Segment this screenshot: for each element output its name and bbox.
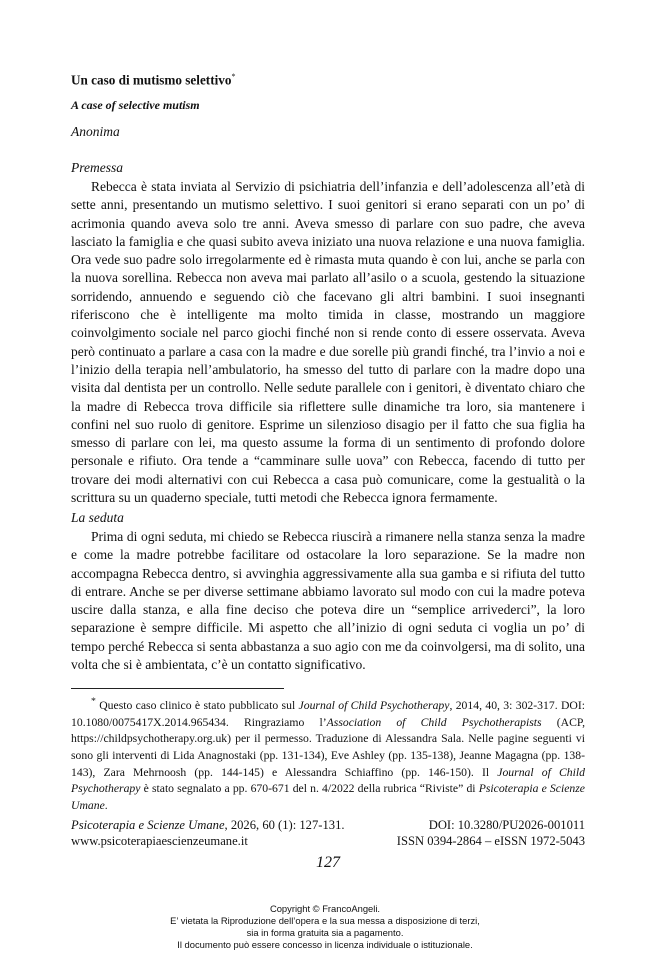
page-number: 127 — [316, 854, 340, 871]
article-title-text: Un caso di mutismo selettivo — [71, 72, 232, 88]
section-body-seduta: Prima di ogni seduta, mi chiedo se Rebecca riuscirà a rimanere nella stanza senza la madre e come la madre potrebbe facilitare od ostacolare la loro separazione. Se la madre non accompagna Rebecca dentro, si avvinghia aggressivamente alla sua gamba e si rifiuta del tutto di entrare. Anche se per diverse settimane abbiamo lavorato sul modo con cui la madre poteva uscire dalla stanza, e alla fine deciso che poteva dire un “semplice arrivederci”, la loro separazione è sempre difficile. Mi aspetto che all’inizio di ogni seduta ci voglia un po’ di tempo perché Rebecca si senta abbastanza a suo agio con me da coinvolgersi, ma di solito, una volta che si è ambientata, c’è un contatto significativo. — [71, 529, 585, 673]
copyright-line-4: Il documento può essere concesso in licenza individuale o istituzionale. — [177, 939, 473, 950]
copyright-notice — [0, 903, 650, 951]
footnote-text-2: , 2014, 40, 3: 302-317. DOI: 10.1080/0075417X.2014.965434. Ringraziamo l’ — [71, 698, 585, 729]
article-title — [71, 72, 235, 88]
footnote-divider — [71, 688, 284, 689]
footnote-text-1: Questo caso clinico è stato pubblicato sul — [95, 698, 299, 712]
article-author: Anonima — [71, 124, 120, 139]
copyright-line-2: E’ vietata la Riproduzione dell’opera e la sua messa a disposizione di terzi, — [170, 915, 480, 926]
article-subtitle: A case of selective mutism — [71, 98, 200, 112]
journal-issn: ISSN 0394-2864 – eISSN 1972-5043 — [396, 834, 585, 848]
footnote-text-3: (ACP, https://childpsychotherapy.org.uk) per il permesso. Traduzione di Alessandra Sala. Nelle pagine seguenti vi sono gli interventi di Lida Anagnostaki (pp. 131-134), Eve Ashley (pp. 135-138), Jeanne Magagna (pp. 138-143), Zara Mehrnoosh (pp. 144-145) e Alessandra Schiaffino (pp. 146-150). Il — [71, 715, 585, 779]
footnote-journal-2: Journal of Child Psychotherapy — [71, 765, 585, 796]
footnote — [71, 694, 585, 815]
footnote-ref-marker: * — [91, 696, 96, 707]
journal-citation-row — [71, 818, 585, 833]
journal-website[interactable]: www.psicoterapiaescienzeumane.it — [71, 834, 248, 848]
journal-website-row — [71, 834, 585, 849]
footnote-journal-1: Journal of Child Psychotherapy — [298, 698, 450, 712]
section-body-premessa: Rebecca è stata inviata al Servizio di psichiatria dell’infanzia e dell’adolescenza all’età di sette anni, presentando un mutismo selettivo. I suoi genitori si erano separati con un po’ di acrimonia quando aveva solo tre anni. Aveva smesso di parlare con suo padre, che aveva lasciato la famiglia e che quasi subito aveva iniziato una nuova relazione e una nuova famiglia. Ora vede suo padre solo irregolarmente ed è rimasta muta quando è con lui, anche se parla con la nuova sorellina. Rebecca non aveva mai parlato all’asilo o a scuola, gestendo la situazione sorridendo, annuendo e seguendo ciò che facevano gli altri bambini. I suoi insegnanti riferiscono che è intelligente ma molto timida in classe, mostrando un maggiore coinvolgimento sociale nel parco giochi finché non si rende conto di essere osservata. Aveva però continuato a parlare a casa con la madre e due sorelle più grandi finché, tra l’invio a noi e l’inizio della terapia nell’ambulatorio, ha smesso del tutto di parlare con la madre dopo una visita dal dentista per un controllo. Nelle sedute parallele con i genitori, è diventato chiaro che la madre di Rebecca trova difficile sia riflettere sulle dinamiche tra loro, sia mantenere i confini nel suo ruolo di genitore. Esprime un silenzioso disagio per il fatto che sua figlia ha smesso di parlare con lei, ma questo assume la forma di un sentimento di profondo dolore personale e rifiuto. Ora tende a “camminare sulle uova” con Rebecca, facendo di tutto per trovare dei modi alternativi con cui Rebecca a casa può comunicare, come la gestualità o la scrittura su un quaderno speciale, tutti metodi che Rebecca ignora fermamente. — [71, 179, 585, 506]
footnote-text-4: è stato segnalato a pp. 670-671 del n. 4/2022 della rubrica “Riviste” di — [140, 782, 479, 796]
journal-citation — [71, 818, 345, 833]
footnote-text-5: . — [104, 799, 108, 813]
journal-name: Psicoterapia e Scienze Umane — [71, 818, 225, 832]
footnote-journal-3: Psicoterapia e Scienze Umane — [71, 782, 585, 813]
section-heading-seduta: La seduta — [71, 510, 124, 525]
journal-doi[interactable]: DOI: 10.3280/PU2026-001011 — [428, 818, 585, 832]
journal-volume: , 2026, 60 (1): 127-131. — [224, 818, 345, 832]
copyright-line-1: Copyright © FrancoAngeli. — [269, 903, 381, 914]
section-heading-premessa: Premessa — [71, 160, 123, 175]
footnote-association: Association of Child Psychotherapists — [326, 715, 542, 729]
footnote-marker[interactable]: * — [231, 72, 236, 81]
copyright-line-3: sia in forma gratuita sia a pagamento. — [246, 927, 404, 938]
